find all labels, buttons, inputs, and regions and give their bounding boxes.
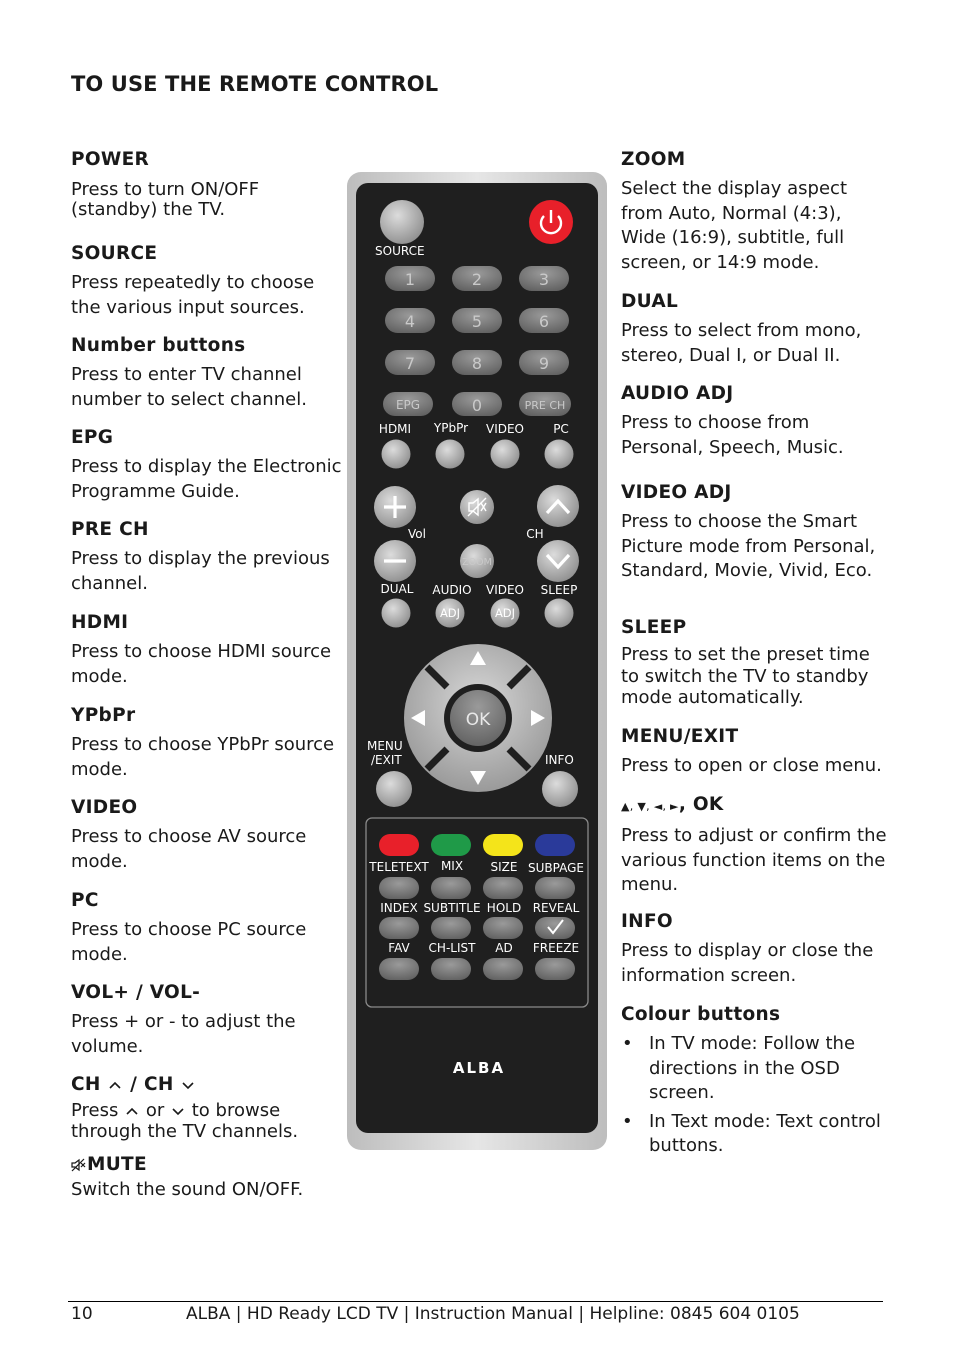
hold-label: HOLD	[486, 901, 522, 915]
entry-text	[71, 1100, 343, 1142]
entry-heading	[621, 792, 891, 820]
entry-video	[71, 795, 343, 888]
chevron-down-icon	[180, 1079, 196, 1091]
ypbpr-label: YPbPr	[433, 421, 469, 435]
entry-heading: Colour buttons	[621, 1004, 781, 1025]
entry-heading	[71, 1072, 343, 1098]
entry-heading: INFO	[621, 911, 673, 932]
entry-number-buttons	[71, 333, 343, 425]
yellow-button[interactable]	[483, 834, 523, 856]
number-label: 3	[538, 270, 550, 289]
sleep-label: SLEEP	[540, 583, 578, 597]
ch-label: CH	[71, 1074, 101, 1095]
ok-label: OK	[465, 710, 491, 730]
ch-down-button[interactable]	[537, 540, 579, 582]
number-label: 1	[404, 270, 416, 289]
entry-info	[621, 909, 891, 1002]
teletext-label: TELETEXT	[369, 860, 429, 874]
video-adj-label: VIDEO	[485, 583, 525, 597]
ok-heading: , OK	[678, 794, 724, 815]
entry-pc	[71, 888, 343, 980]
teletext-button[interactable]	[379, 877, 419, 899]
ch-up-button[interactable]	[537, 485, 579, 527]
entry-colour-buttons	[621, 1002, 891, 1159]
chevron-up-icon	[107, 1079, 123, 1091]
freeze-label: FREEZE	[532, 941, 580, 955]
size-button[interactable]	[483, 877, 523, 899]
entry-text: Press to choose PC source mode.	[71, 919, 307, 965]
ch-list-button[interactable]	[431, 958, 471, 980]
pc-button[interactable]	[545, 440, 574, 469]
entry-heading: YPbPr	[71, 705, 136, 726]
entry-text: Press to choose the Smart Picture mode from Personal, Standard, Movie, Vivid, Eco.	[621, 511, 876, 581]
remote-control-illustration	[345, 170, 610, 1155]
entry-dual	[621, 289, 891, 381]
entry-mute	[71, 1152, 343, 1203]
entry-text: Press repeatedly to choose the various input sources.	[71, 272, 315, 318]
entry-heading: VIDEO ADJ	[621, 482, 732, 503]
ad-label: AD	[495, 941, 513, 955]
list-item: • In TV mode: Follow the directions in the OSD screen.	[621, 1032, 891, 1106]
entry-text: Press to display or close the information screen.	[621, 940, 874, 986]
subtitle-button[interactable]	[431, 917, 471, 939]
ch-text-or: or	[145, 1100, 165, 1121]
dual-button[interactable]	[382, 599, 411, 628]
fav-label: FAV	[388, 941, 410, 955]
entry-text: Press to choose from Personal, Speech, Music.	[621, 412, 844, 458]
subpage-label: SUBPAGE	[528, 861, 584, 875]
entry-ch	[71, 1072, 343, 1152]
dual-label: DUAL	[380, 582, 414, 596]
ch-label: CH	[526, 527, 544, 541]
audio-label: AUDIO	[432, 583, 472, 597]
entry-source	[71, 241, 343, 333]
index-label: INDEX	[380, 901, 418, 915]
number-label: 0	[471, 396, 483, 415]
size-label: SIZE	[490, 860, 518, 874]
entry-power	[71, 147, 343, 241]
entry-heading: AUDIO ADJ	[621, 383, 734, 404]
entry-heading: SOURCE	[71, 243, 158, 264]
source-button[interactable]	[380, 200, 424, 244]
entry-zoom	[621, 147, 891, 289]
page-title: TO USE THE REMOTE CONTROL	[71, 72, 439, 96]
video-button[interactable]	[491, 440, 520, 469]
entry-text: Press to select from mono, stereo, Dual I, or Dual II.	[621, 320, 862, 366]
ch-text-browse: to browse through the TV channels.	[71, 1100, 299, 1142]
mix-button[interactable]	[431, 877, 471, 899]
source-label: SOURCE	[375, 244, 425, 258]
entry-audio-adj	[621, 381, 891, 480]
menu-label: MENU	[367, 739, 403, 753]
ypbpr-button[interactable]	[436, 440, 465, 469]
entry-heading: PRE CH	[71, 519, 149, 540]
entry-heading: SLEEP	[621, 617, 687, 638]
entry-heading: VIDEO	[71, 797, 138, 818]
number-label: 2	[471, 270, 483, 289]
colour-bullet-list	[621, 1032, 891, 1159]
pre-ch-label: PRE CH	[524, 399, 566, 412]
page-number: 10	[71, 1304, 93, 1324]
entry-text: Switch the sound ON/OFF.	[71, 1179, 304, 1200]
entry-text: Press to choose HDMI source mode.	[71, 641, 332, 687]
entry-heading: MENU/EXIT	[621, 726, 739, 747]
blue-button[interactable]	[535, 834, 575, 856]
number-label: 8	[471, 354, 483, 373]
hold-button[interactable]	[483, 917, 523, 939]
entry-heading: Number buttons	[71, 335, 246, 356]
entry-text: Press to adjust or confirm the various function items on the menu.	[621, 825, 887, 895]
ch-list-label: CH-LIST	[428, 941, 476, 955]
hdmi-button[interactable]	[382, 440, 411, 469]
green-button[interactable]	[431, 834, 471, 856]
chevron-down-icon	[170, 1105, 186, 1117]
menu-exit-button[interactable]	[376, 771, 412, 807]
entry-text: Press to choose AV source mode.	[71, 826, 307, 872]
entry-text: Press to display the previous channel.	[71, 548, 330, 594]
vol-label: Vol	[408, 527, 426, 541]
mix-label: MIX	[440, 859, 464, 873]
number-label: 9	[538, 354, 550, 373]
number-label: 5	[471, 312, 483, 331]
reveal-label: REVEAL	[532, 901, 580, 915]
pc-label: PC	[553, 422, 569, 436]
number-label: 4	[404, 312, 416, 331]
entry-heading: PC	[71, 890, 99, 911]
entry-text: Press to open or close menu.	[621, 755, 882, 776]
chevron-up-icon	[124, 1105, 140, 1117]
video-label: VIDEO	[485, 422, 525, 436]
entry-heading: HDMI	[71, 612, 129, 633]
entry-vol	[71, 980, 343, 1072]
entry-text: Press to set the preset time to switch the TV to standby mode automatically.	[621, 644, 870, 708]
hdmi-label: HDMI	[378, 422, 412, 436]
entry-text: Press to enter TV channel number to select channel.	[71, 364, 307, 410]
entry-text: Press to choose YPbPr source mode.	[71, 734, 335, 780]
entry-video-adj	[621, 480, 891, 615]
footer-rule	[68, 1301, 883, 1302]
entry-epg	[71, 425, 343, 517]
left-column	[71, 147, 343, 1203]
footer-text: ALBA | HD Ready LCD TV | Instruction Manual | Helpline: 0845 604 0105	[186, 1304, 800, 1324]
entry-heading: POWER	[71, 149, 150, 170]
entry-hdmi	[71, 610, 343, 703]
ad-button[interactable]	[483, 958, 523, 980]
adj-label: ADJ	[494, 606, 516, 620]
subtitle-label: SUBTITLE	[423, 901, 481, 915]
entry-pre-ch	[71, 517, 343, 610]
list-item: • In Text mode: Text control buttons.	[621, 1110, 891, 1159]
mute-icon	[71, 1158, 87, 1172]
info-button[interactable]	[542, 771, 578, 807]
entry-heading: VOL+ / VOL-	[71, 982, 201, 1003]
entry-heading	[71, 1152, 343, 1178]
exit-label: /EXIT	[371, 753, 402, 767]
right-column	[621, 147, 891, 1163]
entry-heading: EPG	[71, 427, 114, 448]
entry-menu-exit	[621, 724, 891, 792]
freeze-button[interactable]	[535, 958, 575, 980]
subpage-button[interactable]	[535, 877, 575, 899]
reveal-button[interactable]	[535, 917, 575, 939]
entry-text: Select the display aspect from Auto, Normal (4:3), Wide (16:9), subtitle, full screen, or 14:9 mode.	[621, 178, 848, 273]
fav-button[interactable]	[379, 958, 419, 980]
sleep-button[interactable]	[545, 599, 574, 628]
entry-ypbpr	[71, 703, 343, 795]
entry-text: Press + or - to adjust the volume.	[71, 1011, 296, 1057]
mute-label: MUTE	[87, 1154, 147, 1175]
number-label: 7	[404, 354, 416, 373]
info-label: INFO	[545, 753, 574, 767]
entry-heading: ZOOM	[621, 149, 686, 170]
adj-label: ADJ	[439, 606, 461, 620]
epg-label: EPG	[395, 398, 421, 412]
entry-text: Press to turn ON/OFF (standby) the TV.	[71, 179, 260, 220]
ch-separator: / CH	[130, 1074, 174, 1095]
entry-sleep	[621, 615, 891, 724]
red-button[interactable]	[379, 834, 419, 856]
entry-text: Press to display the Electronic Programme Guide.	[71, 456, 342, 502]
number-label: 6	[538, 312, 550, 331]
index-button[interactable]	[379, 917, 419, 939]
alba-logo: ALBA	[452, 1059, 506, 1077]
ch-text-press: Press	[71, 1100, 119, 1121]
zoom-label: ZOOM	[462, 557, 492, 568]
arrow-symbols: ▲, ▼, ◄, ►	[621, 800, 679, 813]
entry-heading: DUAL	[621, 291, 679, 312]
entry-arrows-ok	[621, 792, 891, 909]
